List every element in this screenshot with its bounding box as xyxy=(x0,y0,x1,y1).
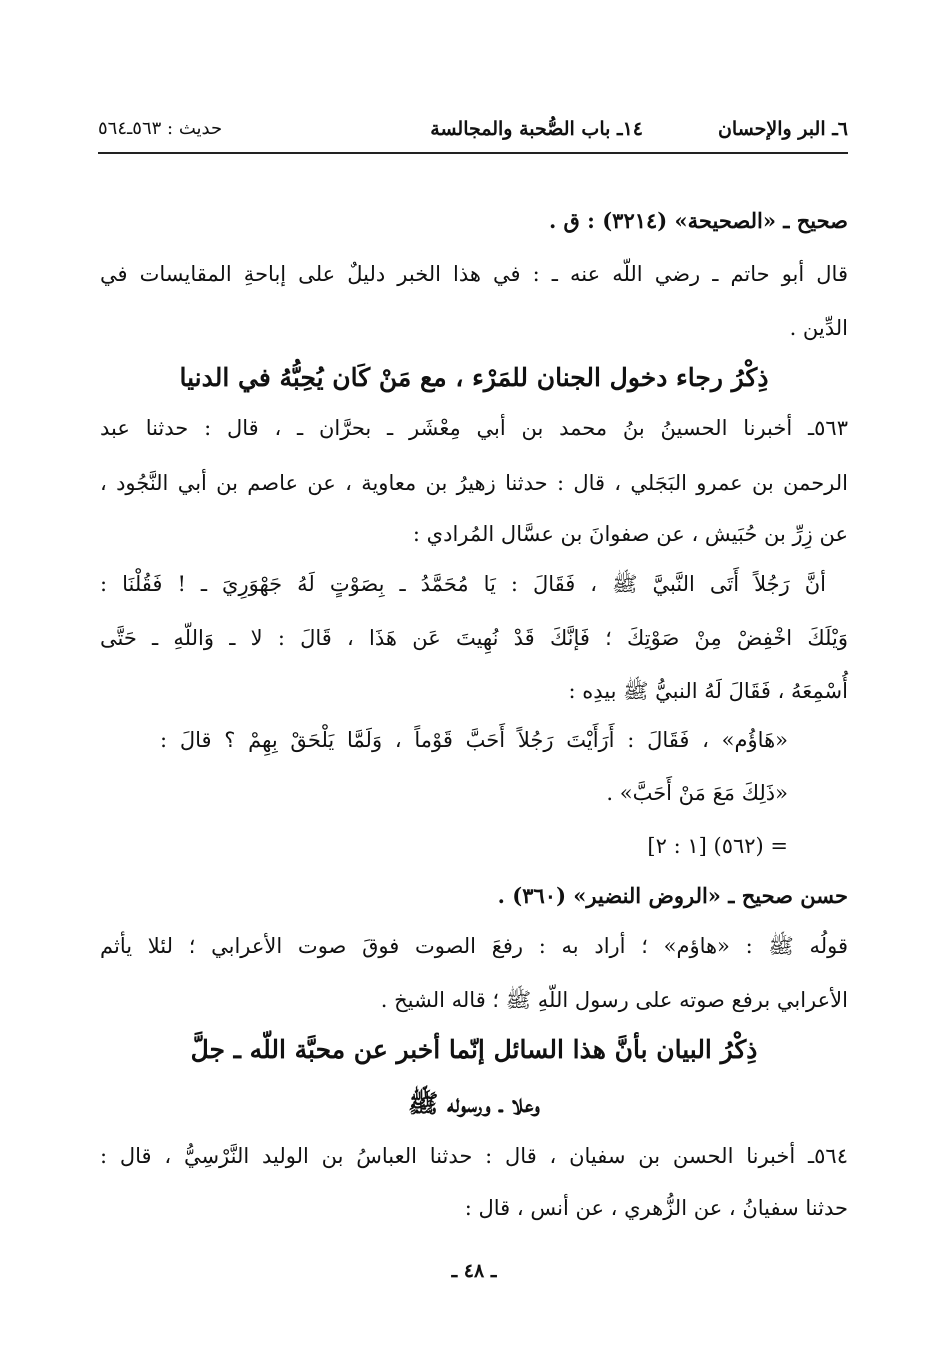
matn-line-4: «هَاؤُم» ، فَقَالَ : أَرَأَيْتَ رَجُلاً أَحَبَّ قَوْماً ، وَلَمَّا يَلْحَقْ بِهِمْ ؟ قالَ : xyxy=(160,728,788,752)
isnad-line-4: ٥٦٤ـ أخبرنا الحسن بن سفيان ، قال : حدثنا العباسُ بن الوليد النَّرْسِيُّ ، قال : xyxy=(100,1144,848,1168)
section-heading-1: ذِكْرُ رجاء دخول الجنان للمَرْء ، مع مَنْ كَان يُحِبُّهُ في الدنيا xyxy=(179,363,769,392)
page-number: ـ ٤٨ ـ xyxy=(451,1260,497,1282)
book-title: ٦ـ البر والإحسان xyxy=(717,118,848,140)
explanation-line-1: قولُه ﷺ : «هاؤم» ؛ أراد به : رفعَ الصوت فوقَ صوت الأعرابي ؛ لئلا يأثم xyxy=(100,934,848,958)
isnad-line-1: ٥٦٣ـ أخبرنا الحسينُ بنُ محمد بن أبي مِعْشَر ـ بحرَّان ـ ، قال : حدثنا عبد xyxy=(100,416,848,440)
matn-line-2: وَيْلَكَ اخْفِضْ مِنْ صَوْتِكَ ؛ فَإنَّكَ قَدْ نُهِيتَ عَن هَذَا ، قَالَ : لا ـ وَاللّهِ ـ حَتَّى xyxy=(100,626,848,650)
explanation-line-2: الأعرابي برفع صوته على رسول اللّهِ ﷺ ؛ قاله الشيخ . xyxy=(380,988,848,1012)
section-heading-2: ذِكْرُ البيان بأنَّ هذا السائل إنّما أخبر عن محبَّة اللّه ـ جلَّ xyxy=(190,1035,758,1064)
isnad-line-3: عن زِرِّ بن حُبَيش ، عن صفوانَ بن عسَّال المُرادي : xyxy=(412,522,848,546)
isnad-line-5: حدثنا سفيانُ ، عن الزُّهري ، عن أنس ، قال : xyxy=(464,1196,848,1220)
commentary-line: قال أبو حاتم ـ رضي اللّه عنه ـ : في هذا الخبر دليلٌ على إباحةِ المقايسات في xyxy=(100,262,848,286)
grading-line-2: حسن صحيح ـ «الروض النضير» (٣٦٠) . xyxy=(497,883,848,908)
commentary-line-end: الدِّين . xyxy=(789,316,848,340)
isnad-line-2: الرحمن بن عمرو البَجَلي ، قال : حدثنا زهيرُ بن معاوية ، عن عاصم بن أبي النَّجُود ، xyxy=(100,471,848,495)
chapter-title: ١٤ـ باب الصُّحبة والمجالسة xyxy=(430,118,643,140)
matn-line-5: «ذَلِكَ مَعَ مَنْ أَحَبَّ» . xyxy=(606,781,788,805)
running-header xyxy=(98,108,848,154)
hadith-range: حديث : ٥٦٣ـ٥٦٤ xyxy=(98,118,223,139)
matn-line-1: أنَّ رَجُلاً أَتَى النَّبيَّ ﷺ ، فَقَالَ : يَا مُحَمَّدُ ـ بِصَوْتٍ لَهُ جَهْوَرِيَ ـ ! فَقُلْنَا : xyxy=(100,572,826,596)
cross-reference: = (٥٦٢) [١ : ٢] xyxy=(647,834,788,858)
grading-line-1: صحيح ـ «الصحيحة» (٣٢١٤) : ق . xyxy=(548,208,848,233)
matn-line-3: أُسْمِعَهُ ، فَقَالَ لَهُ النبيُّ ﷺ بيدِه : xyxy=(568,679,848,703)
section-heading-2-end: وعلا ـ ورسوله ﷺ xyxy=(408,1089,540,1118)
